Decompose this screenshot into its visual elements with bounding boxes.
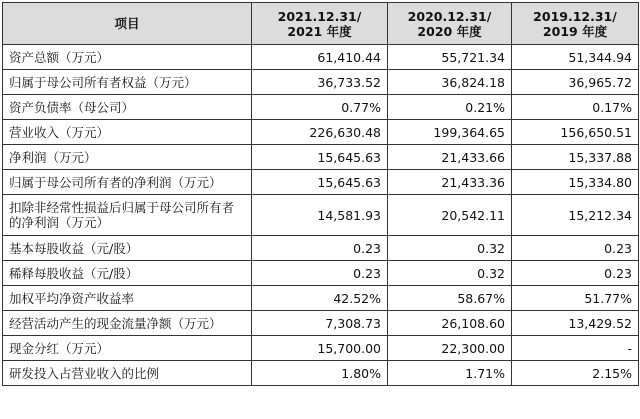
value-2020: 36,824.18 — [388, 70, 512, 95]
header-2020 — [388, 3, 512, 45]
header-2020-year: 2020 年度 — [417, 23, 482, 39]
row-label: 加权平均净资产收益率 — [3, 286, 252, 311]
value-2019: 15,334.80 — [512, 170, 639, 195]
value-2019: 15,212.34 — [512, 195, 639, 236]
table-row — [3, 311, 639, 336]
value-2021: 1.80% — [252, 361, 388, 386]
row-label: 资产负债率（母公司） — [3, 95, 252, 120]
value-2020: 20,542.11 — [388, 195, 512, 236]
value-2019: - — [512, 336, 639, 361]
value-2019: 36,965.72 — [512, 70, 639, 95]
value-2021: 15,700.00 — [252, 336, 388, 361]
row-label: 营业收入（万元） — [3, 120, 252, 145]
header-2019-year: 2019 年度 — [542, 23, 608, 39]
value-2019: 51.77% — [512, 286, 639, 311]
value-2019: 0.17% — [512, 95, 639, 120]
value-2019: 156,650.51 — [512, 120, 639, 145]
header-2021 — [252, 3, 388, 45]
table-row — [3, 195, 639, 236]
table-row — [3, 170, 639, 195]
table-row — [3, 95, 639, 120]
value-2021: 15,645.63 — [252, 170, 388, 195]
value-2021: 36,733.52 — [252, 70, 388, 95]
row-label: 归属于母公司所有者的净利润（万元） — [3, 170, 252, 195]
value-2020: 0.32 — [388, 261, 512, 286]
header-row — [3, 3, 639, 45]
value-2020: 55,721.34 — [388, 45, 512, 70]
table-row — [3, 120, 639, 145]
row-label: 经营活动产生的现金流量净额（万元） — [3, 311, 252, 336]
value-2020: 21,433.66 — [388, 145, 512, 170]
value-2021: 14,581.93 — [252, 195, 388, 236]
header-2019-date: 2019.12.31/ — [533, 8, 617, 24]
table-header — [3, 3, 639, 45]
value-2020: 0.32 — [388, 236, 512, 261]
header-item-label: 项目 — [114, 16, 140, 31]
header-2021-year: 2021 年度 — [287, 23, 352, 39]
table-row — [3, 70, 639, 95]
value-2020: 22,300.00 — [388, 336, 512, 361]
header-2019 — [512, 3, 639, 45]
table-row — [3, 45, 639, 70]
value-2020: 21,433.36 — [388, 170, 512, 195]
value-2021: 7,308.73 — [252, 311, 388, 336]
row-label: 归属于母公司所有者权益（万元） — [3, 70, 252, 95]
row-label: 基本每股收益（元/股） — [3, 236, 252, 261]
table-row — [3, 145, 639, 170]
value-2019: 0.23 — [512, 236, 639, 261]
value-2020: 1.71% — [388, 361, 512, 386]
value-2020: 199,364.65 — [388, 120, 512, 145]
value-2020: 26,108.60 — [388, 311, 512, 336]
table-row — [3, 286, 639, 311]
value-2021: 42.52% — [252, 286, 388, 311]
table-row — [3, 236, 639, 261]
header-2020-date: 2020.12.31/ — [407, 8, 492, 24]
table-row — [3, 261, 639, 286]
row-label: 稀释每股收益（元/股） — [3, 261, 252, 286]
table-row — [3, 361, 639, 386]
row-label: 净利润（万元） — [3, 145, 252, 170]
row-label: 扣除非经常性损益后归属于母公司所有者的净利润（万元） — [3, 195, 252, 236]
value-2019: 0.23 — [512, 261, 639, 286]
value-2021: 226,630.48 — [252, 120, 388, 145]
table-row — [3, 336, 639, 361]
row-label: 研发投入占营业收入的比例 — [3, 361, 252, 386]
value-2021: 61,410.44 — [252, 45, 388, 70]
value-2019: 15,337.88 — [512, 145, 639, 170]
financial-data-table — [2, 2, 639, 386]
value-2021: 0.23 — [252, 261, 388, 286]
value-2021: 15,645.63 — [252, 145, 388, 170]
value-2020: 58.67% — [388, 286, 512, 311]
table-body — [3, 45, 639, 386]
header-item — [3, 3, 252, 45]
value-2021: 0.77% — [252, 95, 388, 120]
value-2019: 13,429.52 — [512, 311, 639, 336]
value-2019: 2.15% — [512, 361, 639, 386]
row-label: 资产总额（万元） — [3, 45, 252, 70]
financial-table-container — [2, 2, 638, 417]
header-2021-date: 2021.12.31/ — [277, 8, 362, 24]
value-2019: 51,344.94 — [512, 45, 639, 70]
value-2020: 0.21% — [388, 95, 512, 120]
value-2021: 0.23 — [252, 236, 388, 261]
row-label: 现金分红（万元） — [3, 336, 252, 361]
